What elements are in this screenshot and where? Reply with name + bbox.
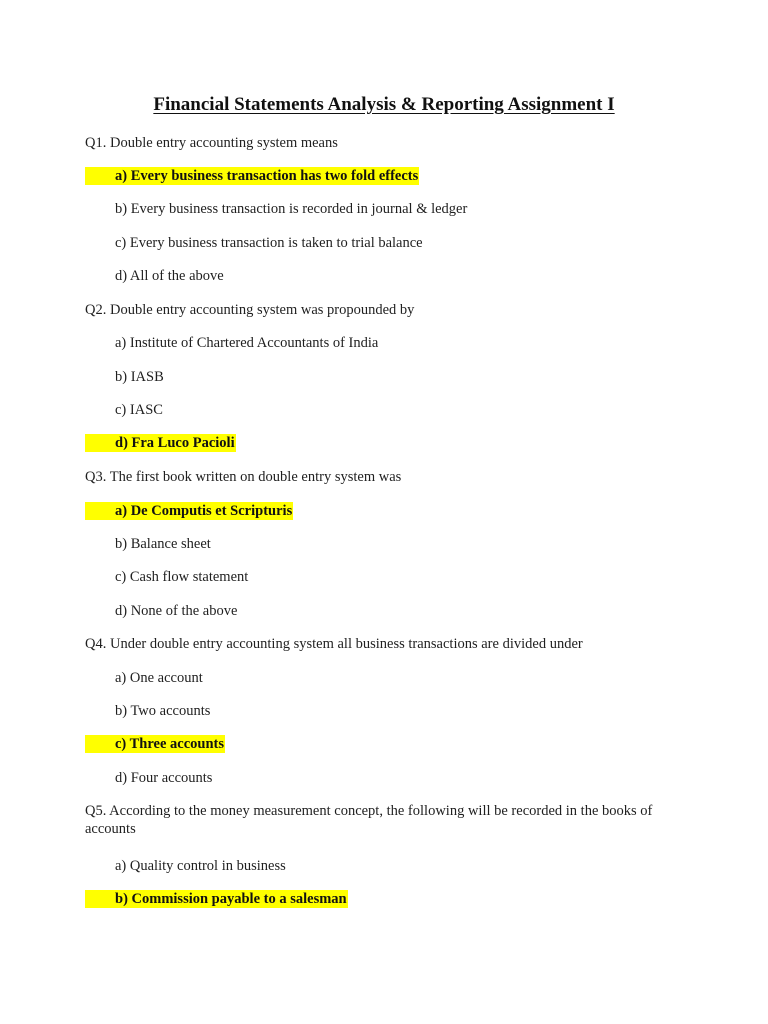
question-1: Q1. Double entry accounting system means bbox=[85, 135, 338, 151]
answer-option-q2-d: d) Fra Luco Pacioli bbox=[85, 434, 236, 452]
answer-option-q1-a: a) Every business transaction has two fold effects bbox=[85, 167, 419, 185]
option-q1-b: b) Every business transaction is recorded in journal & ledger bbox=[115, 201, 468, 217]
question-2: Q2. Double entry accounting system was propounded by bbox=[85, 302, 415, 318]
option-q5-a: a) Quality control in business bbox=[115, 858, 286, 874]
option-q1-c: c) Every business transaction is taken to trial balance bbox=[115, 235, 423, 251]
answer-option-q4-c: c) Three accounts bbox=[85, 735, 225, 753]
option-q1-d: d) All of the above bbox=[115, 268, 224, 284]
option-q2-b: b) IASB bbox=[115, 369, 164, 385]
answer-option-q5-b: b) Commission payable to a salesman bbox=[85, 890, 348, 908]
question-5: Q5. According to the money measurement concept, the following will be recorded in the books of accounts bbox=[85, 803, 653, 837]
option-q2-a: a) Institute of Chartered Accountants of India bbox=[115, 335, 379, 351]
answer-option-q3-a: a) De Computis et Scripturis bbox=[85, 502, 293, 520]
option-q4-a: a) One account bbox=[115, 670, 203, 686]
option-q3-d: d) None of the above bbox=[115, 603, 238, 619]
option-q3-b: b) Balance sheet bbox=[115, 536, 211, 552]
document-title: Financial Statements Analysis & Reporting Assignment I bbox=[153, 94, 615, 115]
question-3: Q3. The first book written on double entry system was bbox=[85, 469, 402, 485]
option-q2-c: c) IASC bbox=[115, 402, 163, 418]
option-q4-b: b) Two accounts bbox=[115, 703, 211, 719]
question-4: Q4. Under double entry accounting system all business transactions are divided under bbox=[85, 636, 583, 652]
option-q3-c: c) Cash flow statement bbox=[115, 569, 249, 585]
option-q4-d: d) Four accounts bbox=[115, 770, 213, 786]
